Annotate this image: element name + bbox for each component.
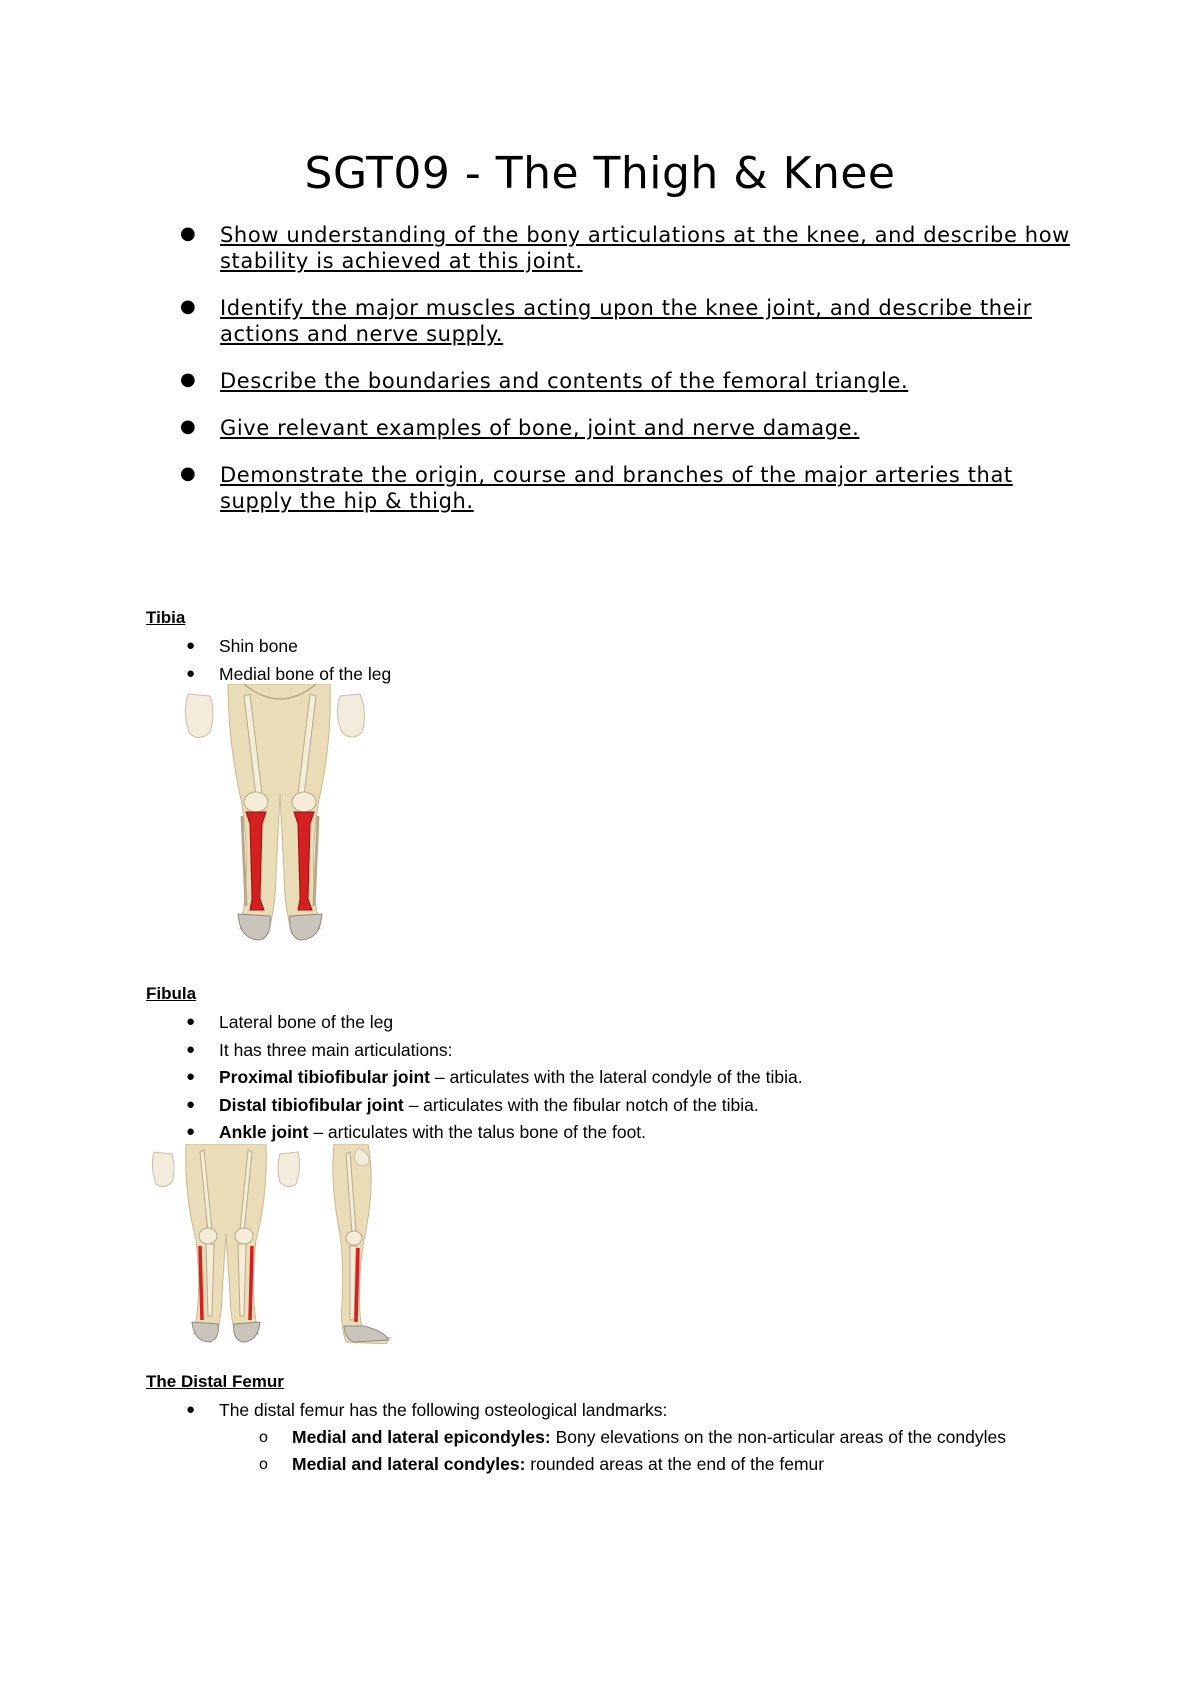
right-foot bbox=[234, 1322, 260, 1342]
objective-item bbox=[180, 415, 1080, 441]
anterior-view bbox=[152, 1144, 299, 1342]
fibula-anatomy-figure bbox=[150, 1144, 420, 1344]
objective-text: Describe the boundaries and contents of the femoral triangle. bbox=[220, 369, 909, 393]
learning-objectives-list bbox=[180, 222, 1080, 535]
bullet-icon: ● bbox=[186, 1013, 196, 1030]
right-foot bbox=[290, 914, 322, 940]
sublist-item-bold: Medial and lateral epicondyles: bbox=[292, 1427, 551, 1447]
list-item-text: Medial bone of the leg bbox=[219, 663, 392, 684]
sublist-item bbox=[259, 1451, 1039, 1478]
list-item bbox=[186, 1065, 803, 1093]
page-title: SGT09 - The Thigh & Knee bbox=[304, 148, 896, 199]
list-item bbox=[186, 1010, 803, 1038]
objective-item bbox=[180, 368, 1080, 394]
objective-item bbox=[180, 222, 1080, 274]
leg-silhouette-lateral bbox=[333, 1144, 390, 1344]
list-item-text: – articulates with the lateral condyle of the tibia. bbox=[429, 1067, 803, 1087]
foot-lateral bbox=[344, 1326, 388, 1342]
list-item bbox=[186, 1398, 667, 1426]
list-item-bold: Proximal tibiofibular joint bbox=[219, 1067, 430, 1087]
right-knee bbox=[235, 1228, 253, 1244]
list-item-bold: Ankle joint bbox=[219, 1122, 309, 1142]
list-item-text: – articulates with the talus bone of the foot. bbox=[308, 1122, 647, 1142]
list-item bbox=[186, 634, 391, 662]
objective-text: Give relevant examples of bone, joint and nerve damage. bbox=[220, 416, 860, 440]
bullet-icon: ● bbox=[186, 1401, 196, 1418]
bullet-icon: ● bbox=[186, 637, 196, 654]
list-item-text: Shin bone bbox=[219, 636, 298, 656]
fibula-list bbox=[186, 1010, 803, 1148]
sublist-item-text: Bony elevations on the non-articular areas of the condyles bbox=[550, 1427, 1006, 1447]
bullet-icon: ● bbox=[180, 369, 196, 390]
sublist-item-bold: Medial and lateral condyles: bbox=[292, 1454, 526, 1474]
bullet-icon: ● bbox=[180, 463, 196, 484]
fibula-heading: Fibula bbox=[146, 984, 197, 1003]
right-tibia bbox=[238, 1244, 246, 1316]
distal-femur-sublist bbox=[259, 1424, 1039, 1478]
sublist-item bbox=[259, 1424, 1039, 1451]
objective-item bbox=[180, 295, 1080, 347]
objective-text: Show understanding of the bony articulations at the knee, and describe how stability is achieved at this joint. bbox=[220, 223, 1070, 273]
circle-bullet-icon: o bbox=[259, 1429, 268, 1446]
left-tibia bbox=[206, 1244, 214, 1316]
legs-silhouette bbox=[186, 1144, 267, 1338]
tibia-anatomy-figure bbox=[180, 684, 390, 942]
knee-lateral bbox=[346, 1231, 362, 1245]
list-item bbox=[186, 1093, 803, 1121]
list-item-text: It has three main articulations: bbox=[219, 1039, 453, 1060]
objective-text: Identify the major muscles acting upon the knee joint, and describe their actions and nerve supply. bbox=[220, 296, 1032, 346]
left-hand bbox=[185, 694, 213, 738]
bullet-icon: ● bbox=[180, 223, 196, 244]
distal-femur-list bbox=[186, 1398, 667, 1426]
bullet-icon: ● bbox=[186, 1095, 196, 1113]
tibia-heading: Tibia bbox=[146, 608, 186, 627]
objective-text: Demonstrate the origin, course and branches of the major arteries that supply the hip & thigh. bbox=[220, 463, 1013, 513]
right-knee bbox=[292, 792, 316, 812]
tibia-list bbox=[186, 634, 391, 689]
objective-item bbox=[180, 462, 1080, 514]
right-fibula bbox=[250, 1246, 252, 1320]
lateral-view bbox=[333, 1144, 390, 1344]
right-hand bbox=[337, 694, 364, 737]
list-item bbox=[186, 1038, 803, 1066]
bullet-icon: ● bbox=[186, 1040, 196, 1058]
bullet-icon: ● bbox=[180, 296, 196, 317]
sublist-item-text: rounded areas at the end of the femur bbox=[525, 1454, 825, 1474]
left-foot bbox=[238, 914, 270, 940]
bullet-icon: ● bbox=[186, 1123, 196, 1140]
left-foot bbox=[192, 1322, 218, 1342]
bullet-icon: ● bbox=[180, 416, 196, 437]
left-knee bbox=[244, 792, 268, 812]
list-item-text: The distal femur has the following osteological landmarks: bbox=[219, 1400, 668, 1420]
left-hand bbox=[152, 1152, 174, 1187]
list-item-text: Lateral bone of the leg bbox=[219, 1012, 394, 1032]
left-fibula bbox=[200, 1246, 202, 1320]
list-item-bold: Distal tibiofibular joint bbox=[219, 1094, 404, 1115]
fibula-lateral bbox=[356, 1248, 358, 1322]
list-item-text: – articulates with the fibular notch of the tibia. bbox=[403, 1094, 759, 1115]
right-hand bbox=[278, 1152, 300, 1187]
circle-bullet-icon: o bbox=[259, 1456, 268, 1473]
distal-femur-heading: The Distal Femur bbox=[146, 1372, 284, 1391]
bullet-icon: ● bbox=[186, 664, 196, 682]
left-knee bbox=[199, 1228, 217, 1244]
bullet-icon: ● bbox=[186, 1068, 196, 1085]
